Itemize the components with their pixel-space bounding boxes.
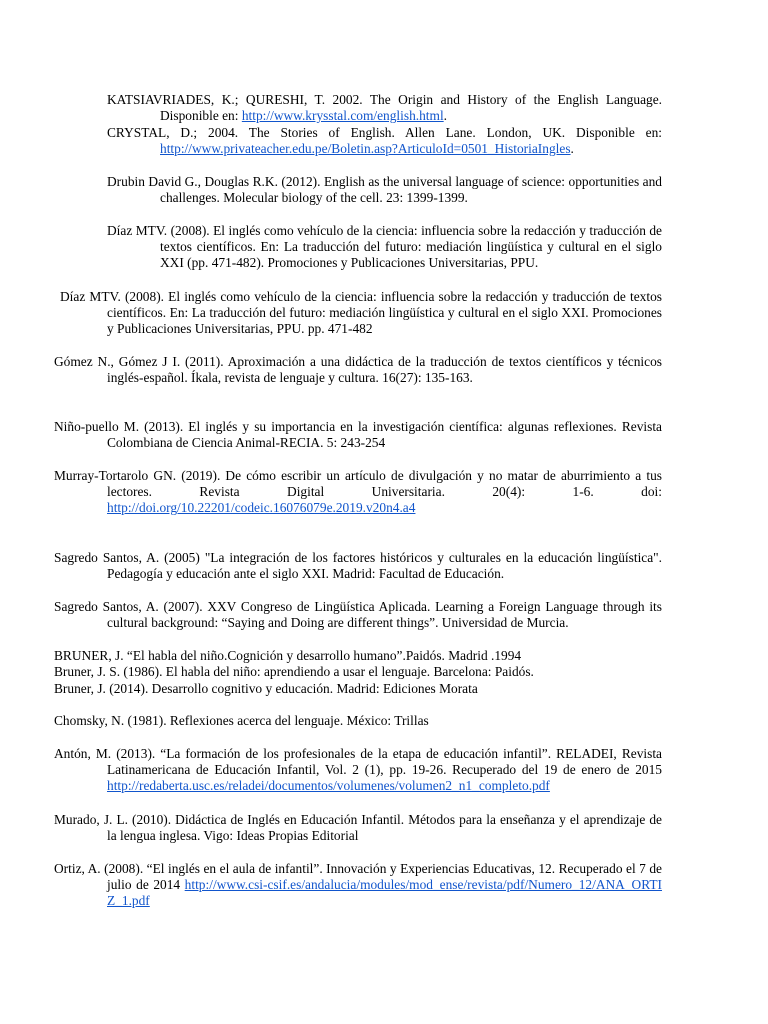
reference-entry bbox=[54, 550, 662, 582]
reference-text: Chomsky, N. (1981). Reflexiones acerca del lenguaje. México: Trillas bbox=[54, 713, 429, 728]
reference-text: Sagredo Santos, A. (2005) "La integración de los factores históricos y culturales en la educación lingüística". Pedagogía y educación ante el siglo XXI. Madrid: Facultad de Educación. bbox=[54, 550, 662, 582]
reference-entry bbox=[54, 713, 662, 729]
reference-entry bbox=[54, 354, 662, 386]
reference-entry bbox=[60, 289, 662, 338]
reference-text: Bruner, J. S. (1986). El habla del niño: aprendiendo a usar el lenguaje. Barcelona: Paidós. bbox=[54, 664, 534, 679]
reference-entry bbox=[54, 648, 662, 664]
reference-entry bbox=[107, 125, 662, 157]
reference-entry bbox=[54, 468, 662, 517]
reference-link[interactable]: http://redaberta.usc.es/reladei/documentos/volumenes/volumen2_n1_completo.pdf bbox=[107, 778, 550, 794]
reference-entry bbox=[107, 174, 662, 206]
reference-text: Drubin David G., Douglas R.K. (2012). English as the universal language of science: opportunities and challenges. Molecular biology of the cell. 23: 1399-1399. bbox=[107, 174, 662, 206]
reference-text: Díaz MTV. (2008). El inglés como vehículo de la ciencia: influencia sobre la redacción y traducción de textos científicos. En: La traducción del futuro: mediación lingüística y cultural en el siglo XXI (pp. 471-482). Promociones y Publicaciones Universitarias, PPU. bbox=[107, 223, 662, 271]
reference-text: Niño-puello M. (2013). El inglés y su importancia en la investigación científica: algunas reflexiones. Revista Colombiana de Ciencia Animal-RECIA. 5: 243-254 bbox=[54, 419, 662, 451]
reference-entry bbox=[54, 812, 662, 844]
reference-text: Gómez N., Gómez J I. (2011). Aproximación a una didáctica de la traducción de textos científicos y técnicos inglés-español. Íkala, revista de lenguaje y cultura. 16(27): 135-163. bbox=[54, 354, 662, 386]
reference-link[interactable]: http://www.privateacher.edu.pe/Boletin.asp?ArticuloId=0501_HistoriaIngles bbox=[160, 141, 571, 157]
reference-link[interactable]: http://www.krysstal.com/english.html bbox=[241, 108, 444, 124]
reference-text-end: . bbox=[570, 141, 574, 157]
reference-text: Díaz MTV. (2008). El inglés como vehículo de la ciencia: influencia sobre la redacción y traducción de textos científicos. En: La traducción del futuro: mediación lingüística y cultural en el siglo XXI. Promociones y Publicaciones Universitarias, PPU. pp. 471-482 bbox=[60, 289, 662, 337]
reference-text: Antón, M. (2013). “La formación de los profesionales de la etapa de educación infantil”. RELADEI, Revista Latinamericana de Educación Infantil, Vol. 2 (1), pp. 19-26. Recuperado del 19 de enero de 2015 bbox=[54, 746, 662, 778]
reference-entry bbox=[54, 599, 662, 631]
reference-text: Sagredo Santos, A. (2007). XXV Congreso de Lingüística Aplicada. Learning a Foreign Language through its cultural background: “Saying and Doing are different things”. Universidad de Murcia. bbox=[54, 599, 662, 631]
reference-text: Murray-Tortarolo GN. (2019). De cómo escribir un artículo de divulgación y no matar de aburrimiento a tus lectores. Revista Digital Universitaria. 20(4): 1-6. doi: bbox=[54, 468, 662, 500]
reference-entry bbox=[54, 681, 662, 697]
reference-text: BRUNER, J. “El habla del niño.Cognición y desarrollo humano”.Paidós. Madrid .1994 bbox=[54, 648, 522, 663]
reference-text: Bruner, J. (2014). Desarrollo cognitivo y educación. Madrid: Ediciones Morata bbox=[54, 681, 478, 696]
reference-entry bbox=[107, 223, 662, 272]
reference-link[interactable]: http://doi.org/10.22201/codeic.16076079e.2019.v20n4.a4 bbox=[107, 500, 416, 516]
reference-text: KATSIAVRIADES, K.; QURESHI, T. 2002. The Origin and History of the English Language. Disponible en: bbox=[107, 92, 662, 124]
reference-entry bbox=[107, 92, 662, 124]
reference-link[interactable]: http://www.csi-csif.es/andalucia/modules/mod_ense/revista/pdf/Numero_12/ANA_ORTIZ_1.pdf bbox=[107, 877, 662, 909]
reference-entry bbox=[54, 861, 662, 910]
reference-text: Ortiz, A. (2008). “El inglés en el aula de infantil”. Innovación y Experiencias Educativas, 12. Recuperado el 7 de julio de 2014 bbox=[54, 861, 662, 893]
reference-text: CRYSTAL, D.; 2004. The Stories of English. Allen Lane. London, UK. Disponible en: bbox=[107, 125, 662, 140]
reference-entry bbox=[54, 419, 662, 451]
reference-entry bbox=[54, 664, 662, 680]
reference-text: Murado, J. L. (2010). Didáctica de Inglés en Educación Infantil. Métodos para la enseñanza y el aprendizaje de la lengua inglesa. Vigo: Ideas Propias Editorial bbox=[54, 812, 662, 844]
reference-text-end: . bbox=[443, 108, 448, 124]
reference-entry bbox=[54, 746, 662, 795]
